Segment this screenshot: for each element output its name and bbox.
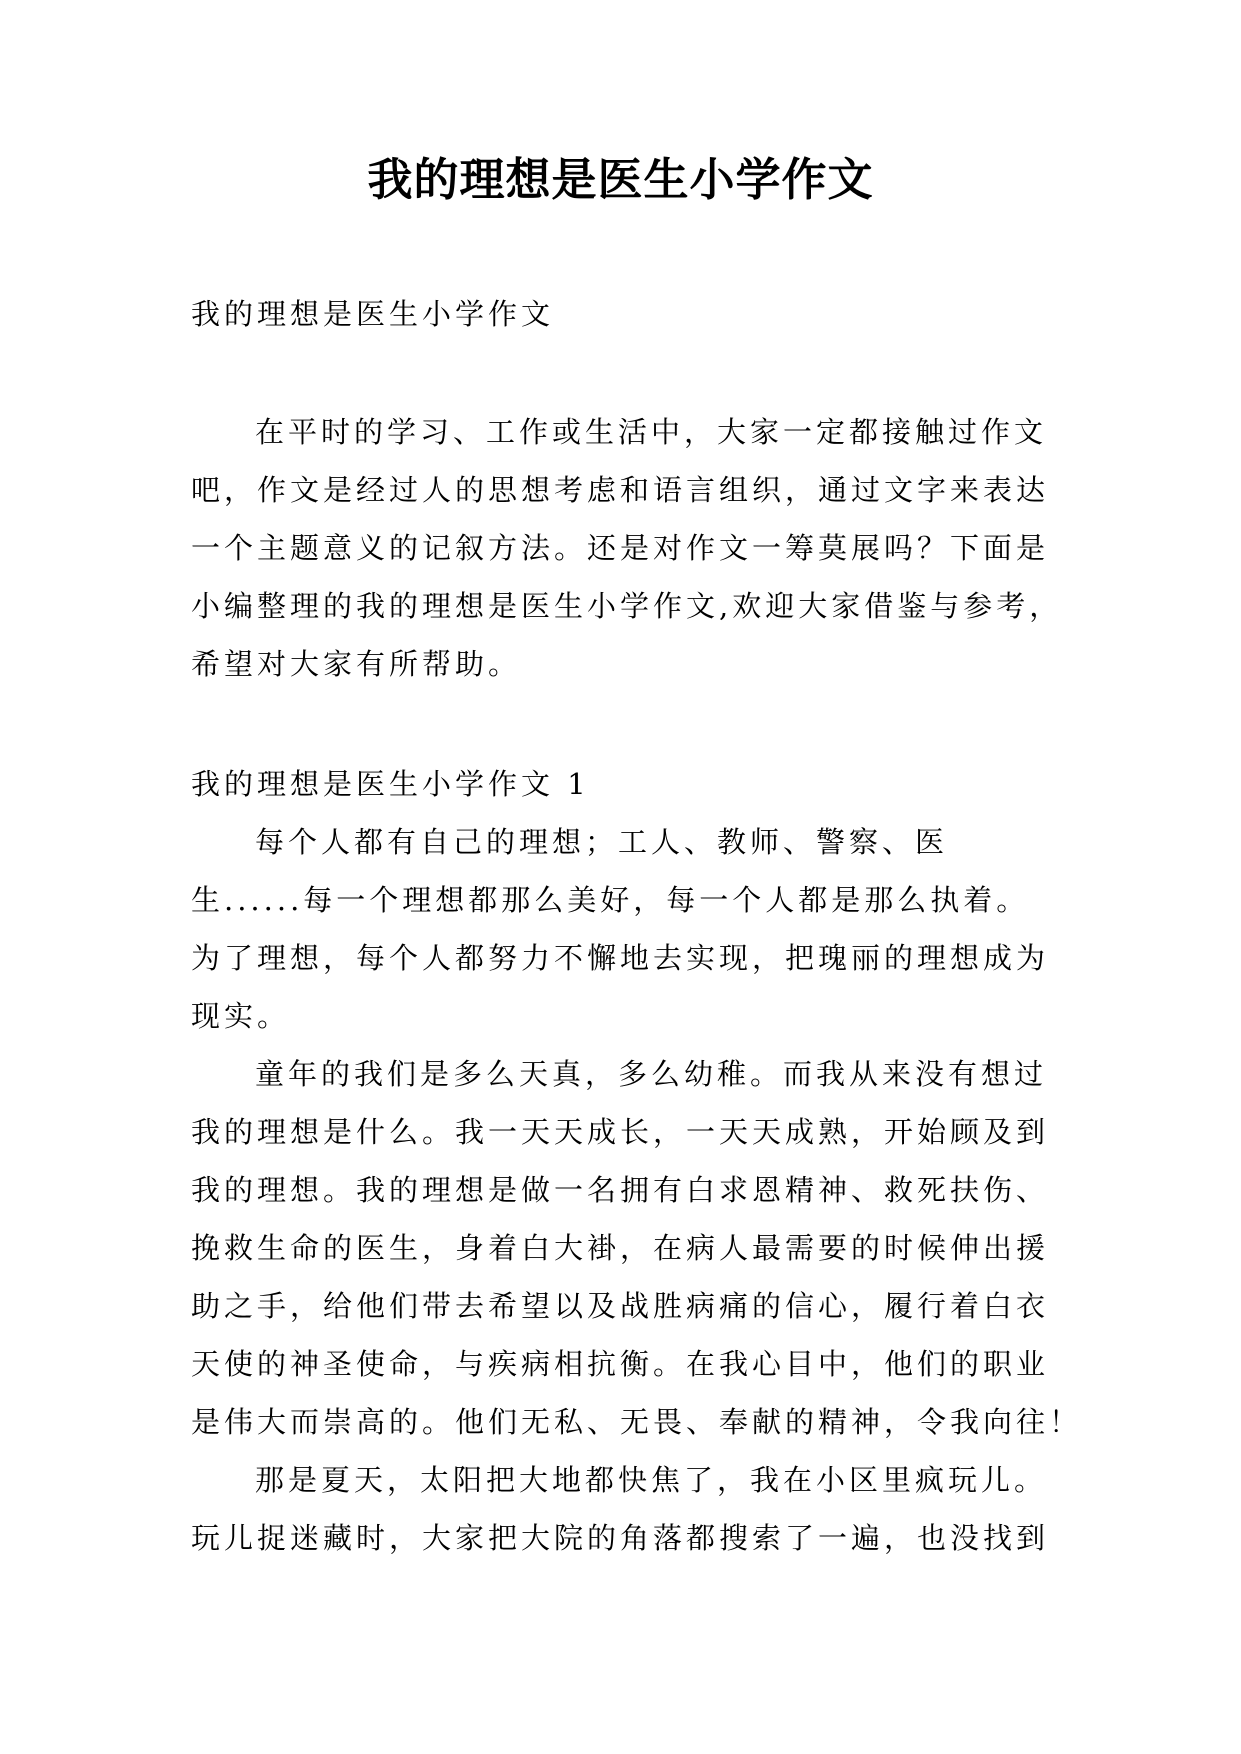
body-line: 童年的我们是多么天真，多么幼稚。而我从来没有想过 [255, 1057, 1048, 1091]
document-subtitle: 我的理想是医生小学作文 [191, 297, 555, 331]
body-line: 为了理想，每个人都努力不懈地去实现，把瑰丽的理想成为 [191, 941, 1050, 975]
essay-body [191, 813, 1083, 1567]
body-line: 生......每一个理想都那么美好，每一个人都是那么执着。 [191, 883, 1030, 917]
intro-line: 希望对大家有所帮助。 [191, 647, 522, 681]
section-heading: 我的理想是医生小学作文 1 [191, 767, 590, 801]
body-line: 我的理想是什么。我一天天成长，一天天成熟，开始顾及到 [191, 1115, 1050, 1149]
body-line: 挽救生命的医生，身着白大褂，在病人最需要的时候伸出援 [191, 1231, 1050, 1265]
body-line: 玩儿捉迷藏时，大家把大院的角落都搜索了一遍，也没找到 [191, 1521, 1050, 1555]
body-line: 现实。 [191, 999, 291, 1033]
intro-line: 一个主题意义的记叙方法。还是对作文一筹莫展吗？下面是 [191, 531, 1050, 565]
document-title: 我的理想是医生小学作文 [367, 153, 874, 206]
body-line: 那是夏天，太阳把大地都快焦了，我在小区里疯玩儿。 [255, 1463, 1048, 1497]
body-line: 我的理想。我的理想是做一名拥有白求恩精神、救死扶伤、 [191, 1173, 1050, 1207]
intro-line: 小编整理的我的理想是医生小学作文,欢迎大家借鉴与参考， [191, 589, 1063, 623]
intro-paragraph [191, 403, 1063, 693]
body-line: 助之手，给他们带去希望以及战胜病痛的信心，履行着白衣 [191, 1289, 1050, 1323]
body-line: 是伟大而崇高的。他们无私、无畏、奉献的精神，令我向往！ [191, 1405, 1083, 1439]
body-line: 每个人都有自己的理想；工人、教师、警察、医 [255, 825, 949, 859]
intro-line: 吧，作文是经过人的思想考虑和语言组织，通过文字来表达 [191, 473, 1050, 507]
intro-line: 在平时的学习、工作或生活中，大家一定都接触过作文 [255, 415, 1048, 449]
body-line: 天使的神圣使命，与疾病相抗衡。在我心目中，他们的职业 [191, 1347, 1050, 1381]
